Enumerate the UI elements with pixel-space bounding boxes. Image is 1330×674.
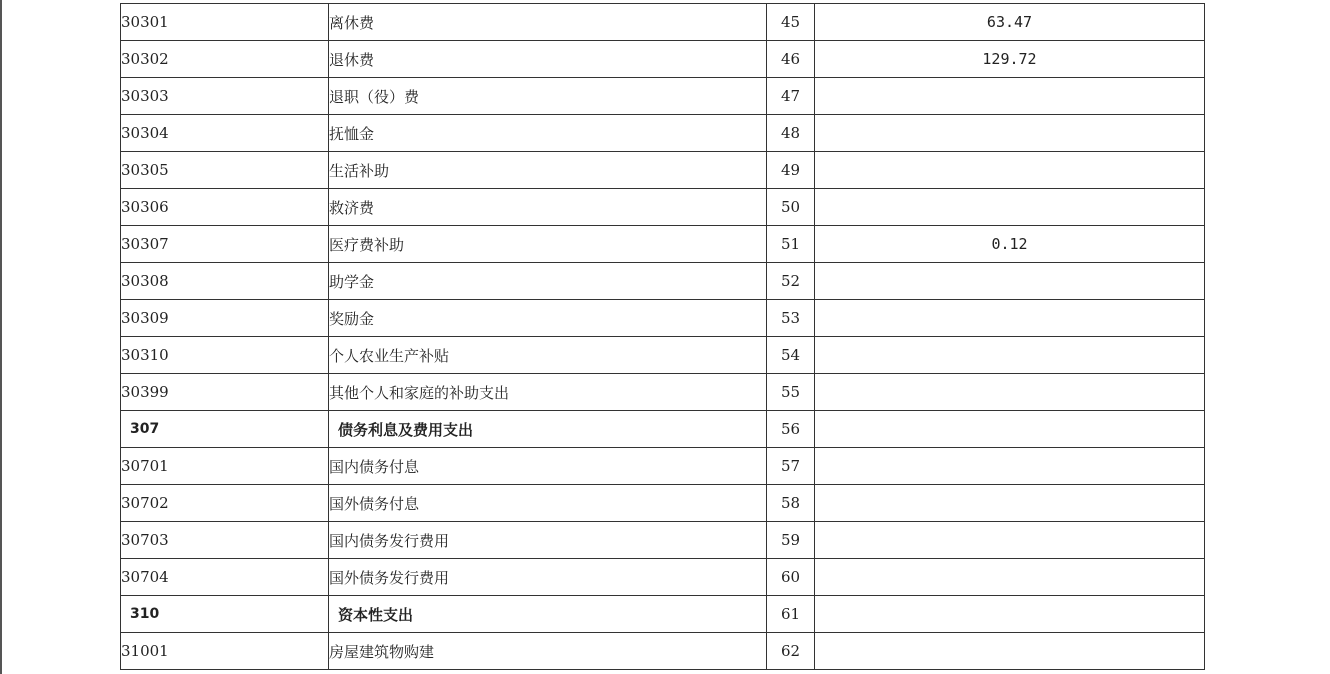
table-row	[121, 78, 1205, 115]
name-cell: 离休费	[329, 4, 767, 41]
category-row	[121, 596, 1205, 633]
code-cell: 307	[121, 411, 329, 448]
name-cell: 救济费	[329, 189, 767, 226]
amount-cell	[815, 152, 1205, 189]
page-left-border	[0, 0, 2, 674]
amount-cell	[815, 559, 1205, 596]
line-number-cell: 47	[767, 78, 815, 115]
code-cell: 30399	[121, 374, 329, 411]
amount-cell	[815, 485, 1205, 522]
line-number-cell: 58	[767, 485, 815, 522]
name-cell: 奖励金	[329, 300, 767, 337]
code-cell: 30307	[121, 226, 329, 263]
name-cell: 助学金	[329, 263, 767, 300]
line-number-cell: 52	[767, 263, 815, 300]
amount-cell	[815, 115, 1205, 152]
name-cell: 资本性支出	[329, 596, 767, 633]
name-cell: 其他个人和家庭的补助支出	[329, 374, 767, 411]
line-number-cell: 57	[767, 448, 815, 485]
amount-cell	[815, 448, 1205, 485]
line-number-cell: 62	[767, 633, 815, 670]
table-row	[121, 189, 1205, 226]
line-number-cell: 59	[767, 522, 815, 559]
amount-cell	[815, 596, 1205, 633]
table-row	[121, 374, 1205, 411]
name-cell: 国内债务发行费用	[329, 522, 767, 559]
expenditure-table	[120, 3, 1205, 670]
table-row	[121, 522, 1205, 559]
table-row	[121, 337, 1205, 374]
amount-cell	[815, 263, 1205, 300]
code-cell: 30301	[121, 4, 329, 41]
amount-cell	[815, 78, 1205, 115]
name-cell: 生活补助	[329, 152, 767, 189]
line-number-cell: 60	[767, 559, 815, 596]
line-number-cell: 48	[767, 115, 815, 152]
amount-cell: 0.12	[815, 226, 1205, 263]
line-number-cell: 51	[767, 226, 815, 263]
line-number-cell: 54	[767, 337, 815, 374]
code-cell: 31001	[121, 633, 329, 670]
name-cell: 个人农业生产补贴	[329, 337, 767, 374]
line-number-cell: 61	[767, 596, 815, 633]
code-cell: 30302	[121, 41, 329, 78]
code-cell: 30306	[121, 189, 329, 226]
amount-cell: 129.72	[815, 41, 1205, 78]
table-row	[121, 559, 1205, 596]
category-row	[121, 411, 1205, 448]
line-number-cell: 53	[767, 300, 815, 337]
name-cell: 国内债务付息	[329, 448, 767, 485]
table-row	[121, 485, 1205, 522]
name-cell: 国外债务发行费用	[329, 559, 767, 596]
code-cell: 30309	[121, 300, 329, 337]
amount-cell	[815, 337, 1205, 374]
code-cell: 30305	[121, 152, 329, 189]
code-cell: 30304	[121, 115, 329, 152]
name-cell: 房屋建筑物购建	[329, 633, 767, 670]
amount-cell	[815, 374, 1205, 411]
code-cell: 30303	[121, 78, 329, 115]
name-cell: 退职（役）费	[329, 78, 767, 115]
code-cell: 30308	[121, 263, 329, 300]
name-cell: 国外债务付息	[329, 485, 767, 522]
code-cell: 30704	[121, 559, 329, 596]
code-cell: 30702	[121, 485, 329, 522]
table-row	[121, 152, 1205, 189]
table-row	[121, 226, 1205, 263]
table-row	[121, 300, 1205, 337]
amount-cell	[815, 411, 1205, 448]
code-cell: 30701	[121, 448, 329, 485]
line-number-cell: 49	[767, 152, 815, 189]
amount-cell	[815, 522, 1205, 559]
line-number-cell: 46	[767, 41, 815, 78]
line-number-cell: 55	[767, 374, 815, 411]
name-cell: 抚恤金	[329, 115, 767, 152]
table-row	[121, 4, 1205, 41]
table-body	[121, 4, 1205, 670]
amount-cell	[815, 633, 1205, 670]
code-cell: 30310	[121, 337, 329, 374]
table-row	[121, 448, 1205, 485]
code-cell: 310	[121, 596, 329, 633]
line-number-cell: 56	[767, 411, 815, 448]
amount-cell	[815, 300, 1205, 337]
amount-cell: 63.47	[815, 4, 1205, 41]
table-row	[121, 115, 1205, 152]
name-cell: 医疗费补助	[329, 226, 767, 263]
table-row	[121, 633, 1205, 670]
amount-cell	[815, 189, 1205, 226]
name-cell: 退休费	[329, 41, 767, 78]
line-number-cell: 50	[767, 189, 815, 226]
table-row	[121, 41, 1205, 78]
table-row	[121, 263, 1205, 300]
name-cell: 债务利息及费用支出	[329, 411, 767, 448]
line-number-cell: 45	[767, 4, 815, 41]
code-cell: 30703	[121, 522, 329, 559]
